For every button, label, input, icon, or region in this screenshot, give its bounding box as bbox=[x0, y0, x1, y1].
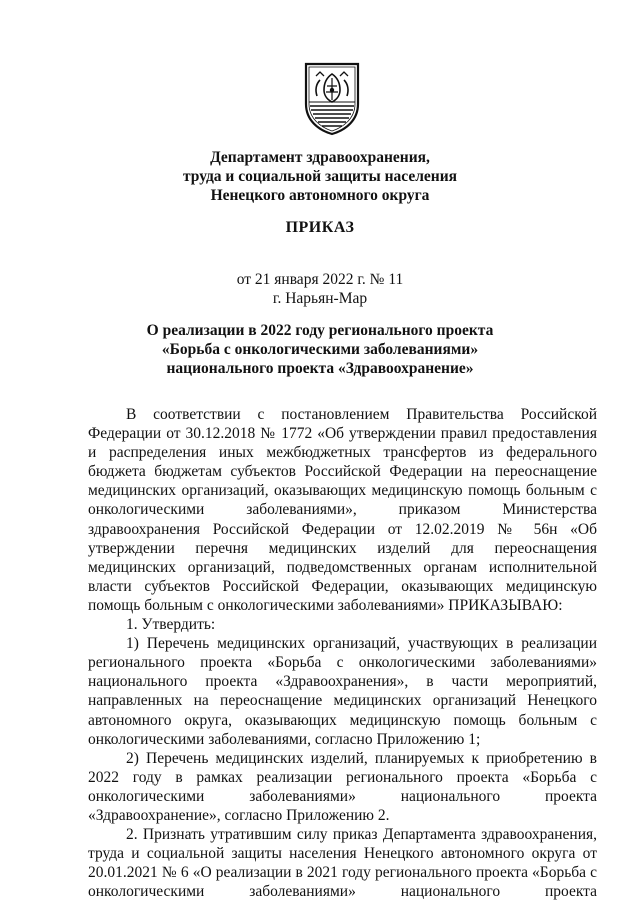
order-subject bbox=[0, 321, 640, 378]
item-1-2-paragraph: 2) Перечень медицинских изделий, планируемых к приобретению в 2022 году в рамках реализации регионального проекта «Борьба с онкологическими заболеваниями» национального проекта «Здравоохранение», согласно Приложению 2. bbox=[88, 749, 597, 824]
order-city: г. Нарьян-Мар bbox=[272, 290, 368, 307]
order-date-block bbox=[0, 270, 640, 308]
department-name bbox=[0, 148, 640, 205]
subject-line-3: национального проекта «Здравоохранение» bbox=[166, 360, 474, 377]
item-1-1-paragraph: 1) Перечень медицинских организаций, участвующих в реализации регионального проекта «Борьба с онкологическими заболеваниями» национального проекта «Здравоохранения», в части мероприятий, направленных на переоснащение медицинских организаций Ненецкого автономного округа, оказывающих медицинскую помощь больным с онкологическими заболеваниями, согласно Приложению 1; bbox=[88, 635, 597, 748]
department-line-3: Ненецкого автономного округа bbox=[210, 187, 430, 204]
coat-of-arms-icon bbox=[302, 62, 362, 136]
subject-line-2: «Борьба с онкологическими заболеваниями» bbox=[161, 341, 479, 358]
order-title: ПРИКАЗ bbox=[285, 219, 355, 236]
preamble-paragraph: В соответствии с постановлением Правительства Российской Федерации от 30.12.2018 № 1772 «Об утверждении правил предоставления и распределения иных межбюджетных трансфертов из федерального бюджета бюджетам субъектов Российской Федерации на переоснащение медицинских организаций, оказывающих медицинскую помощь больным с онкологическими заболеваниями», приказом Министерства здравоохранения Российской Федерации от 12.02.2019 № 56н «Об утверждении перечня медицинских изделий для переоснащения медицинских организаций, подведомственных органам исполнительной власти субъектов Российской Федерации, оказывающих медицинскую помощь больным с онкологическими заболеваниями» ПРИКАЗЫВАЮ: bbox=[88, 406, 597, 614]
subject-line-1: О реализации в 2022 году регионального проекта bbox=[146, 322, 494, 339]
item-2-paragraph: 2. Признать утратившим силу приказ Департамента здравоохранения, труда и социальной защиты населения Ненецкого автономного округа от 20.01.2021 № 6 «О реализации в 2021 году регионального проекта «Борьба с онкологическими заболеваниями» национального проекта bbox=[88, 826, 597, 901]
department-line-1: Департамент здравоохранения, bbox=[210, 149, 430, 166]
order-body bbox=[88, 405, 597, 901]
order-date: от 21 января 2022 г. № 11 bbox=[236, 271, 404, 288]
item-1-paragraph: 1. Утвердить: bbox=[126, 616, 216, 634]
department-line-2: труда и социальной защиты населения bbox=[182, 168, 458, 185]
